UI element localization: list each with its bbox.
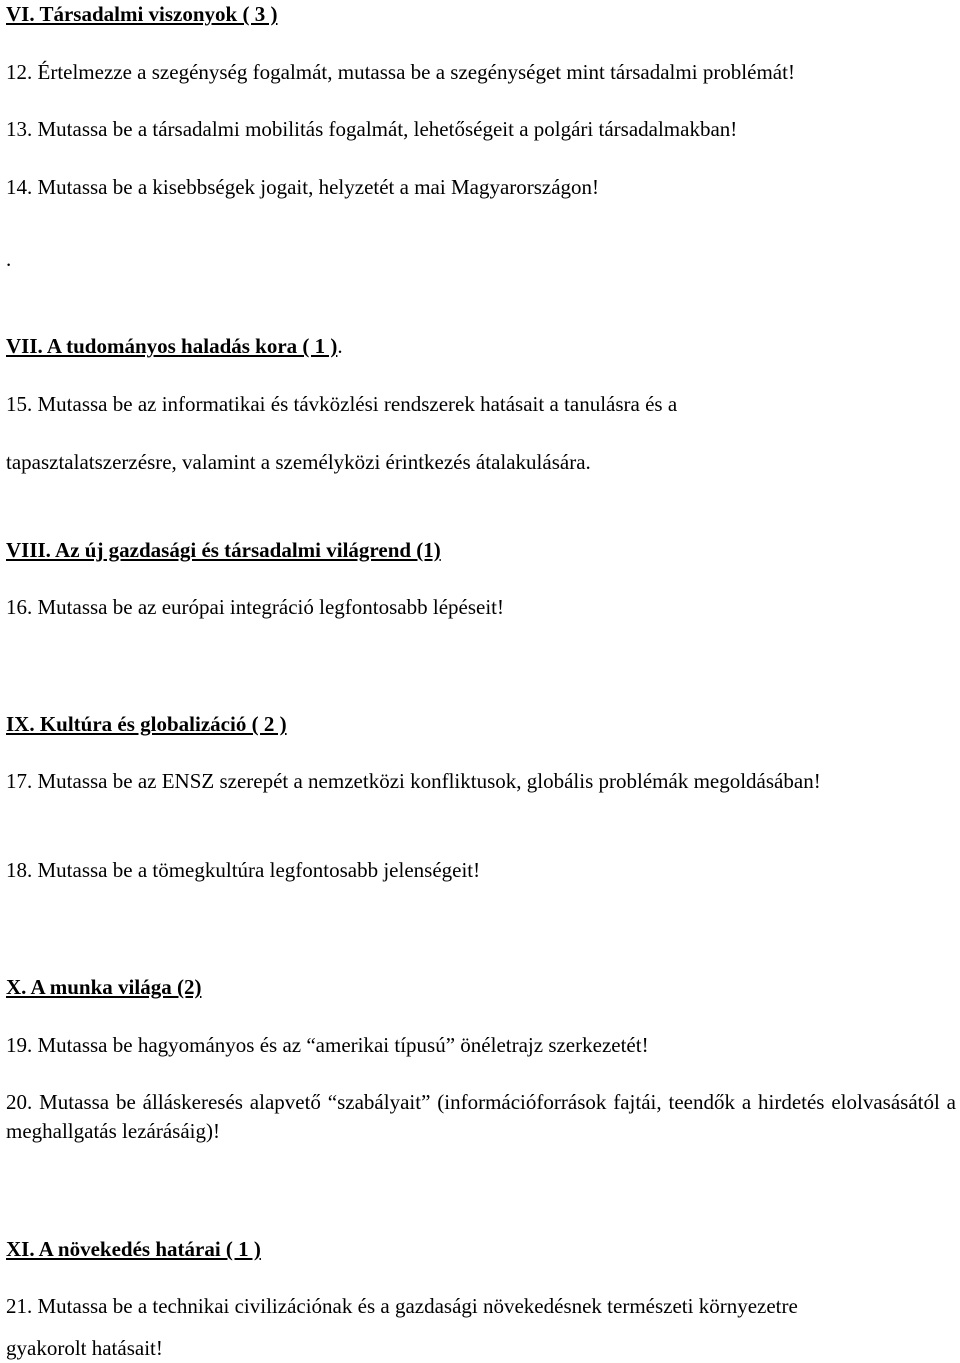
section-heading-vii: VII. A tudományos haladás kora ( 1 ) [6,334,338,358]
question-16: 16. Mutassa be az európai integráció legfontosabb lépéseit! [6,595,504,619]
question-15-line-2: tapasztalatszerzésre, valamint a személyközi érintkezés átalakulására. [6,450,591,474]
section-heading-viii: VIII. Az új gazdasági és társadalmi világrend (1) [6,538,441,562]
question-17: 17. Mutassa be az ENSZ szerepét a nemzetközi konfliktusok, globális problémák megoldásában! [6,769,821,793]
question-15-line-1: 15. Mutassa be az informatikai és távközlési rendszerek hatásait a tanulásra és a [6,392,678,416]
question-20: 20. Mutassa be álláskeresés alapvető “szabályait” (információforrások fajtái, teendők a hirdetés elolvasásától a meghallgatás lezárásáig)! [6,1090,956,1143]
section-heading-vi: VI. Társadalmi viszonyok ( 3 ) [6,2,278,26]
section-heading-vii-wrapper [6,334,343,358]
question-18: 18. Mutassa be a tömegkultúra legfontosabb jelenségeit! [6,858,481,882]
stray-period-mark: . [6,247,12,271]
question-21-line-2: gyakorolt hatásait! [6,1336,163,1360]
section-heading-x: X. A munka világa (2) [6,975,202,999]
section-heading-ix: IX. Kultúra és globalizáció ( 2 ) [6,712,287,736]
question-21-line-1: 21. Mutassa be a technikai civilizációnak és a gazdasági növekedésnek természeti környezetre [6,1294,798,1318]
question-14: 14. Mutassa be a kisebbségek jogait, helyzetét a mai Magyarországon! [6,175,600,199]
section-heading-xi: XI. A növekedés határai ( 1 ) [6,1237,261,1261]
question-12: 12. Értelmezze a szegénység fogalmát, mutassa be a szegénységet mint társadalmi problémát! [6,60,795,84]
question-19: 19. Mutassa be hagyományos és az “amerikai típusú” önéletrajz szerkezetét! [6,1033,649,1057]
section-heading-vii-period: . [337,334,343,358]
question-13: 13. Mutassa be a társadalmi mobilitás fogalmát, lehetőségeit a polgári társadalmakban! [6,117,738,141]
